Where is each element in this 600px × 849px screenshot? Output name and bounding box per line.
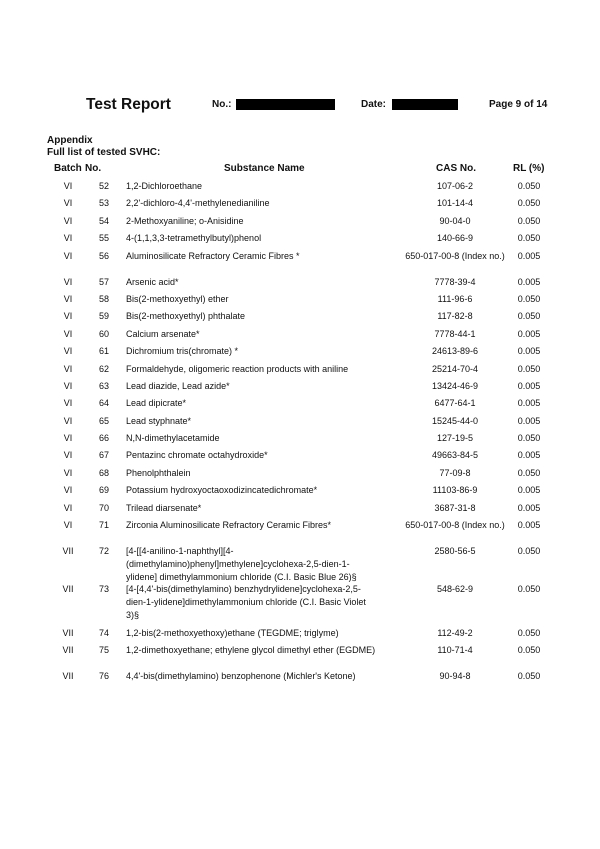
cell-cas-no: 2580-56-5 <box>434 546 476 557</box>
cell-cas-no: 3687-31-8 <box>434 502 476 513</box>
cell-cas-no: 650-017-00-8 (Index no.) <box>405 520 505 531</box>
cell-substance-name: Phenolphthalein <box>126 467 191 478</box>
table-row <box>0 519 600 545</box>
cell-batch: VI <box>63 433 73 444</box>
cell-cas-no: 15245-44-0 <box>431 415 479 426</box>
cell-rl: 0.005 <box>517 346 541 357</box>
cell-substance-name: Potassium hydroxyoctaoxodizincatedichromate* <box>126 485 318 496</box>
cell-rl: 0.005 <box>517 415 541 426</box>
cell-no: 65 <box>98 415 109 426</box>
table-row <box>0 627 600 644</box>
cell-cas-no: 7778-44-1 <box>434 328 476 339</box>
cell-cas-no: 11103-86-9 <box>432 485 478 496</box>
cell-batch: VI <box>63 380 73 391</box>
cell-rl: 0.005 <box>517 328 541 339</box>
cell-substance-name: Aluminosilicate Refractory Ceramic Fibres * <box>126 250 300 261</box>
appendix-title: Appendix <box>47 135 93 146</box>
table-row <box>0 180 600 197</box>
table-row <box>0 583 600 627</box>
cell-no: 67 <box>98 450 109 461</box>
cell-batch: VII <box>62 645 74 656</box>
table-row <box>0 484 600 501</box>
cell-cas-no: 49663-84-5 <box>431 450 479 461</box>
cell-no: 76 <box>98 671 109 682</box>
cell-batch: VI <box>63 250 73 261</box>
cell-cas-no: 25214-70-4 <box>431 363 479 374</box>
cell-rl: 0.050 <box>517 198 541 209</box>
cell-no: 60 <box>98 328 109 339</box>
table-row <box>0 345 600 362</box>
page-number: Page 9 of 14 <box>489 99 548 110</box>
cell-cas-no: 111-96-6 <box>437 293 473 304</box>
cell-rl: 0.050 <box>517 293 541 304</box>
cell-substance-name: 4-(1,1,3,3-tetramethylbutyl)phenol <box>126 233 262 244</box>
table-row <box>0 197 600 214</box>
cell-batch: VI <box>63 450 73 461</box>
cell-substance-name: Formaldehyde, oligomeric reaction products with aniline <box>126 363 349 374</box>
cell-rl: 0.005 <box>517 485 541 496</box>
cell-rl: 0.050 <box>517 467 541 478</box>
cell-no: 74 <box>98 628 109 639</box>
cell-cas-no: 110-71-4 <box>437 645 473 656</box>
table-row <box>0 644 600 670</box>
cell-cas-no: 24613-89-6 <box>431 346 479 357</box>
table-row <box>0 215 600 232</box>
cell-batch: VI <box>63 311 73 322</box>
cell-rl: 0.005 <box>517 502 541 513</box>
column-header-cas-no: CAS No. <box>436 163 476 174</box>
cell-cas-no: 101-14-4 <box>436 198 474 209</box>
cell-substance-name: Trilead diarsenate* <box>126 502 202 513</box>
column-header-substance-name: Substance Name <box>224 163 305 174</box>
cell-no: 54 <box>98 215 109 226</box>
cell-rl: 0.050 <box>517 363 541 374</box>
cell-batch: VII <box>62 584 74 595</box>
cell-cas-no: 127-19-5 <box>436 433 474 444</box>
report-number-label: No.: <box>212 99 232 110</box>
cell-no: 71 <box>98 520 109 531</box>
cell-rl: 0.050 <box>517 628 541 639</box>
cell-cas-no: 7778-39-4 <box>434 276 476 287</box>
cell-no: 64 <box>98 398 109 409</box>
table-row <box>0 670 600 687</box>
table-row <box>0 449 600 466</box>
cell-cas-no: 117-82-8 <box>437 311 473 322</box>
cell-cas-no: 112-49-2 <box>437 628 473 639</box>
cell-rl: 0.005 <box>517 276 541 287</box>
cell-rl: 0.050 <box>517 233 541 244</box>
cell-rl: 0.005 <box>517 398 541 409</box>
cell-rl: 0.050 <box>517 311 541 322</box>
cell-substance-name: N,N-dimethylacetamide <box>126 433 220 444</box>
cell-cas-no: 77-09-8 <box>439 467 471 478</box>
cell-batch: VI <box>63 215 73 226</box>
cell-cas-no: 13424-46-9 <box>431 380 479 391</box>
cell-substance-name: Bis(2-methoxyethyl) phthalate <box>126 311 246 322</box>
table-row <box>0 415 600 432</box>
cell-batch: VI <box>63 328 73 339</box>
cell-no: 59 <box>98 311 109 322</box>
cell-substance-name: Lead styphnate* <box>126 415 192 426</box>
cell-no: 72 <box>98 546 109 557</box>
table-row <box>0 397 600 414</box>
cell-batch: VI <box>63 520 73 531</box>
cell-no: 61 <box>98 346 109 357</box>
cell-batch: VI <box>63 363 73 374</box>
table-row <box>0 545 600 583</box>
cell-batch: VII <box>62 546 74 557</box>
table-row <box>0 276 600 293</box>
cell-batch: VI <box>63 276 73 287</box>
cell-cas-no: 90-04-0 <box>439 215 471 226</box>
appendix-heading <box>47 135 160 159</box>
cell-substance-name: 1,2-bis(2-methoxyethoxy)ethane (TEGDME; triglyme) <box>126 628 339 639</box>
cell-rl: 0.005 <box>517 380 541 391</box>
cell-substance-name: 2,2'-dichloro-4,4'-methylenedianiline <box>126 198 270 209</box>
cell-substance-name: Bis(2-methoxyethyl) ether <box>126 293 229 304</box>
cell-substance-name: 1,2-dimethoxyethane; ethylene glycol dimethyl ether (EGDME) <box>126 645 376 656</box>
cell-cas-no: 650-017-00-8 (Index no.) <box>405 250 505 261</box>
cell-no: 52 <box>98 181 109 191</box>
cell-no: 62 <box>98 363 109 374</box>
cell-rl: 0.050 <box>517 645 541 656</box>
table-row <box>0 363 600 380</box>
cell-substance-name: Dichromium tris(chromate) * <box>126 346 239 357</box>
cell-batch: VI <box>63 233 73 244</box>
cell-batch: VI <box>63 293 73 304</box>
cell-substance-name: Pentazinc chromate octahydroxide* <box>126 450 268 461</box>
cell-no: 58 <box>98 293 109 304</box>
table-row <box>0 502 600 519</box>
table-row <box>0 310 600 327</box>
svhc-table-body <box>0 180 600 688</box>
cell-substance-name: Arsenic acid* <box>126 276 179 287</box>
cell-substance-name: [4-[[4-anilino-1-naphthyl][4-(dimethylamino)phenyl]methylene]cyclohexa-2,5-dien-1-ylidene] dimethylammonium chloride (C.I. Basic Blue 26)§ <box>126 546 357 583</box>
cell-no: 55 <box>98 233 109 244</box>
cell-rl: 0.005 <box>517 450 541 461</box>
table-row <box>0 232 600 249</box>
cell-batch: VI <box>63 467 73 478</box>
cell-batch: VI <box>63 502 73 513</box>
cell-no: 73 <box>98 584 109 595</box>
appendix-subtitle: Full list of tested SVHC: <box>47 147 161 158</box>
cell-batch: VII <box>62 671 74 682</box>
cell-rl: 0.050 <box>517 215 541 226</box>
cell-rl: 0.050 <box>517 584 541 595</box>
cell-substance-name: Lead dipicrate* <box>126 398 187 409</box>
cell-substance-name: Lead diazide, Lead azide* <box>126 380 230 391</box>
cell-cas-no: 140-66-9 <box>436 233 474 244</box>
report-title: Test Report <box>86 96 171 113</box>
table-row <box>0 432 600 449</box>
cell-no: 75 <box>98 645 109 656</box>
cell-no: 53 <box>98 198 109 209</box>
cell-batch: VI <box>63 346 73 357</box>
table-row <box>0 250 600 276</box>
table-row <box>0 293 600 310</box>
cell-cas-no: 6477-64-1 <box>434 398 476 409</box>
cell-rl: 0.050 <box>517 671 541 682</box>
cell-no: 57 <box>98 276 109 287</box>
cell-substance-name: Calcium arsenate* <box>126 328 200 339</box>
cell-no: 70 <box>98 502 109 513</box>
cell-cas-no: 107-06-2 <box>436 181 474 191</box>
cell-rl: 0.050 <box>517 433 541 444</box>
cell-cas-no: 548-62-9 <box>436 584 474 595</box>
table-row <box>0 328 600 345</box>
cell-batch: VI <box>63 181 73 191</box>
cell-batch: VI <box>63 415 73 426</box>
cell-substance-name: 1,2-Dichloroethane <box>126 181 203 191</box>
cell-no: 66 <box>98 433 109 444</box>
cell-batch: VI <box>63 485 73 496</box>
cell-cas-no: 90-94-8 <box>439 671 471 682</box>
cell-substance-name: 2-Methoxyaniline; o-Anisidine <box>126 215 244 226</box>
cell-no: 69 <box>98 485 109 496</box>
cell-rl: 0.005 <box>517 520 541 531</box>
report-header <box>0 96 600 116</box>
cell-no: 63 <box>98 380 109 391</box>
date-label: Date: <box>361 99 387 110</box>
redacted-date <box>392 99 458 110</box>
cell-substance-name: Zirconia Aluminosilicate Refractory Ceramic Fibres* <box>126 520 332 531</box>
cell-batch: VI <box>63 198 73 209</box>
cell-substance-name: 4,4'-bis(dimethylamino) benzophenone (Michler's Ketone) <box>126 671 356 682</box>
column-header-batch: Batch <box>54 163 82 174</box>
cell-substance-name: [4-[4,4'-bis(dimethylamino) benzhydrylidene]cyclohexa-2,5-dien-1-ylidene]dimethylammonium chloride (C.I. Basic Violet 3)§ <box>126 584 366 621</box>
column-header-rl: RL (%) <box>513 163 545 174</box>
cell-batch: VII <box>62 628 74 639</box>
cell-rl: 0.050 <box>517 181 541 191</box>
cell-no: 68 <box>98 467 109 478</box>
table-row <box>0 380 600 397</box>
table-row <box>0 467 600 484</box>
column-header-no: No. <box>85 163 102 174</box>
redacted-report-number <box>236 99 335 110</box>
cell-rl: 0.005 <box>517 250 541 261</box>
cell-rl: 0.050 <box>517 546 541 557</box>
cell-no: 56 <box>98 250 109 261</box>
cell-batch: VI <box>63 398 73 409</box>
